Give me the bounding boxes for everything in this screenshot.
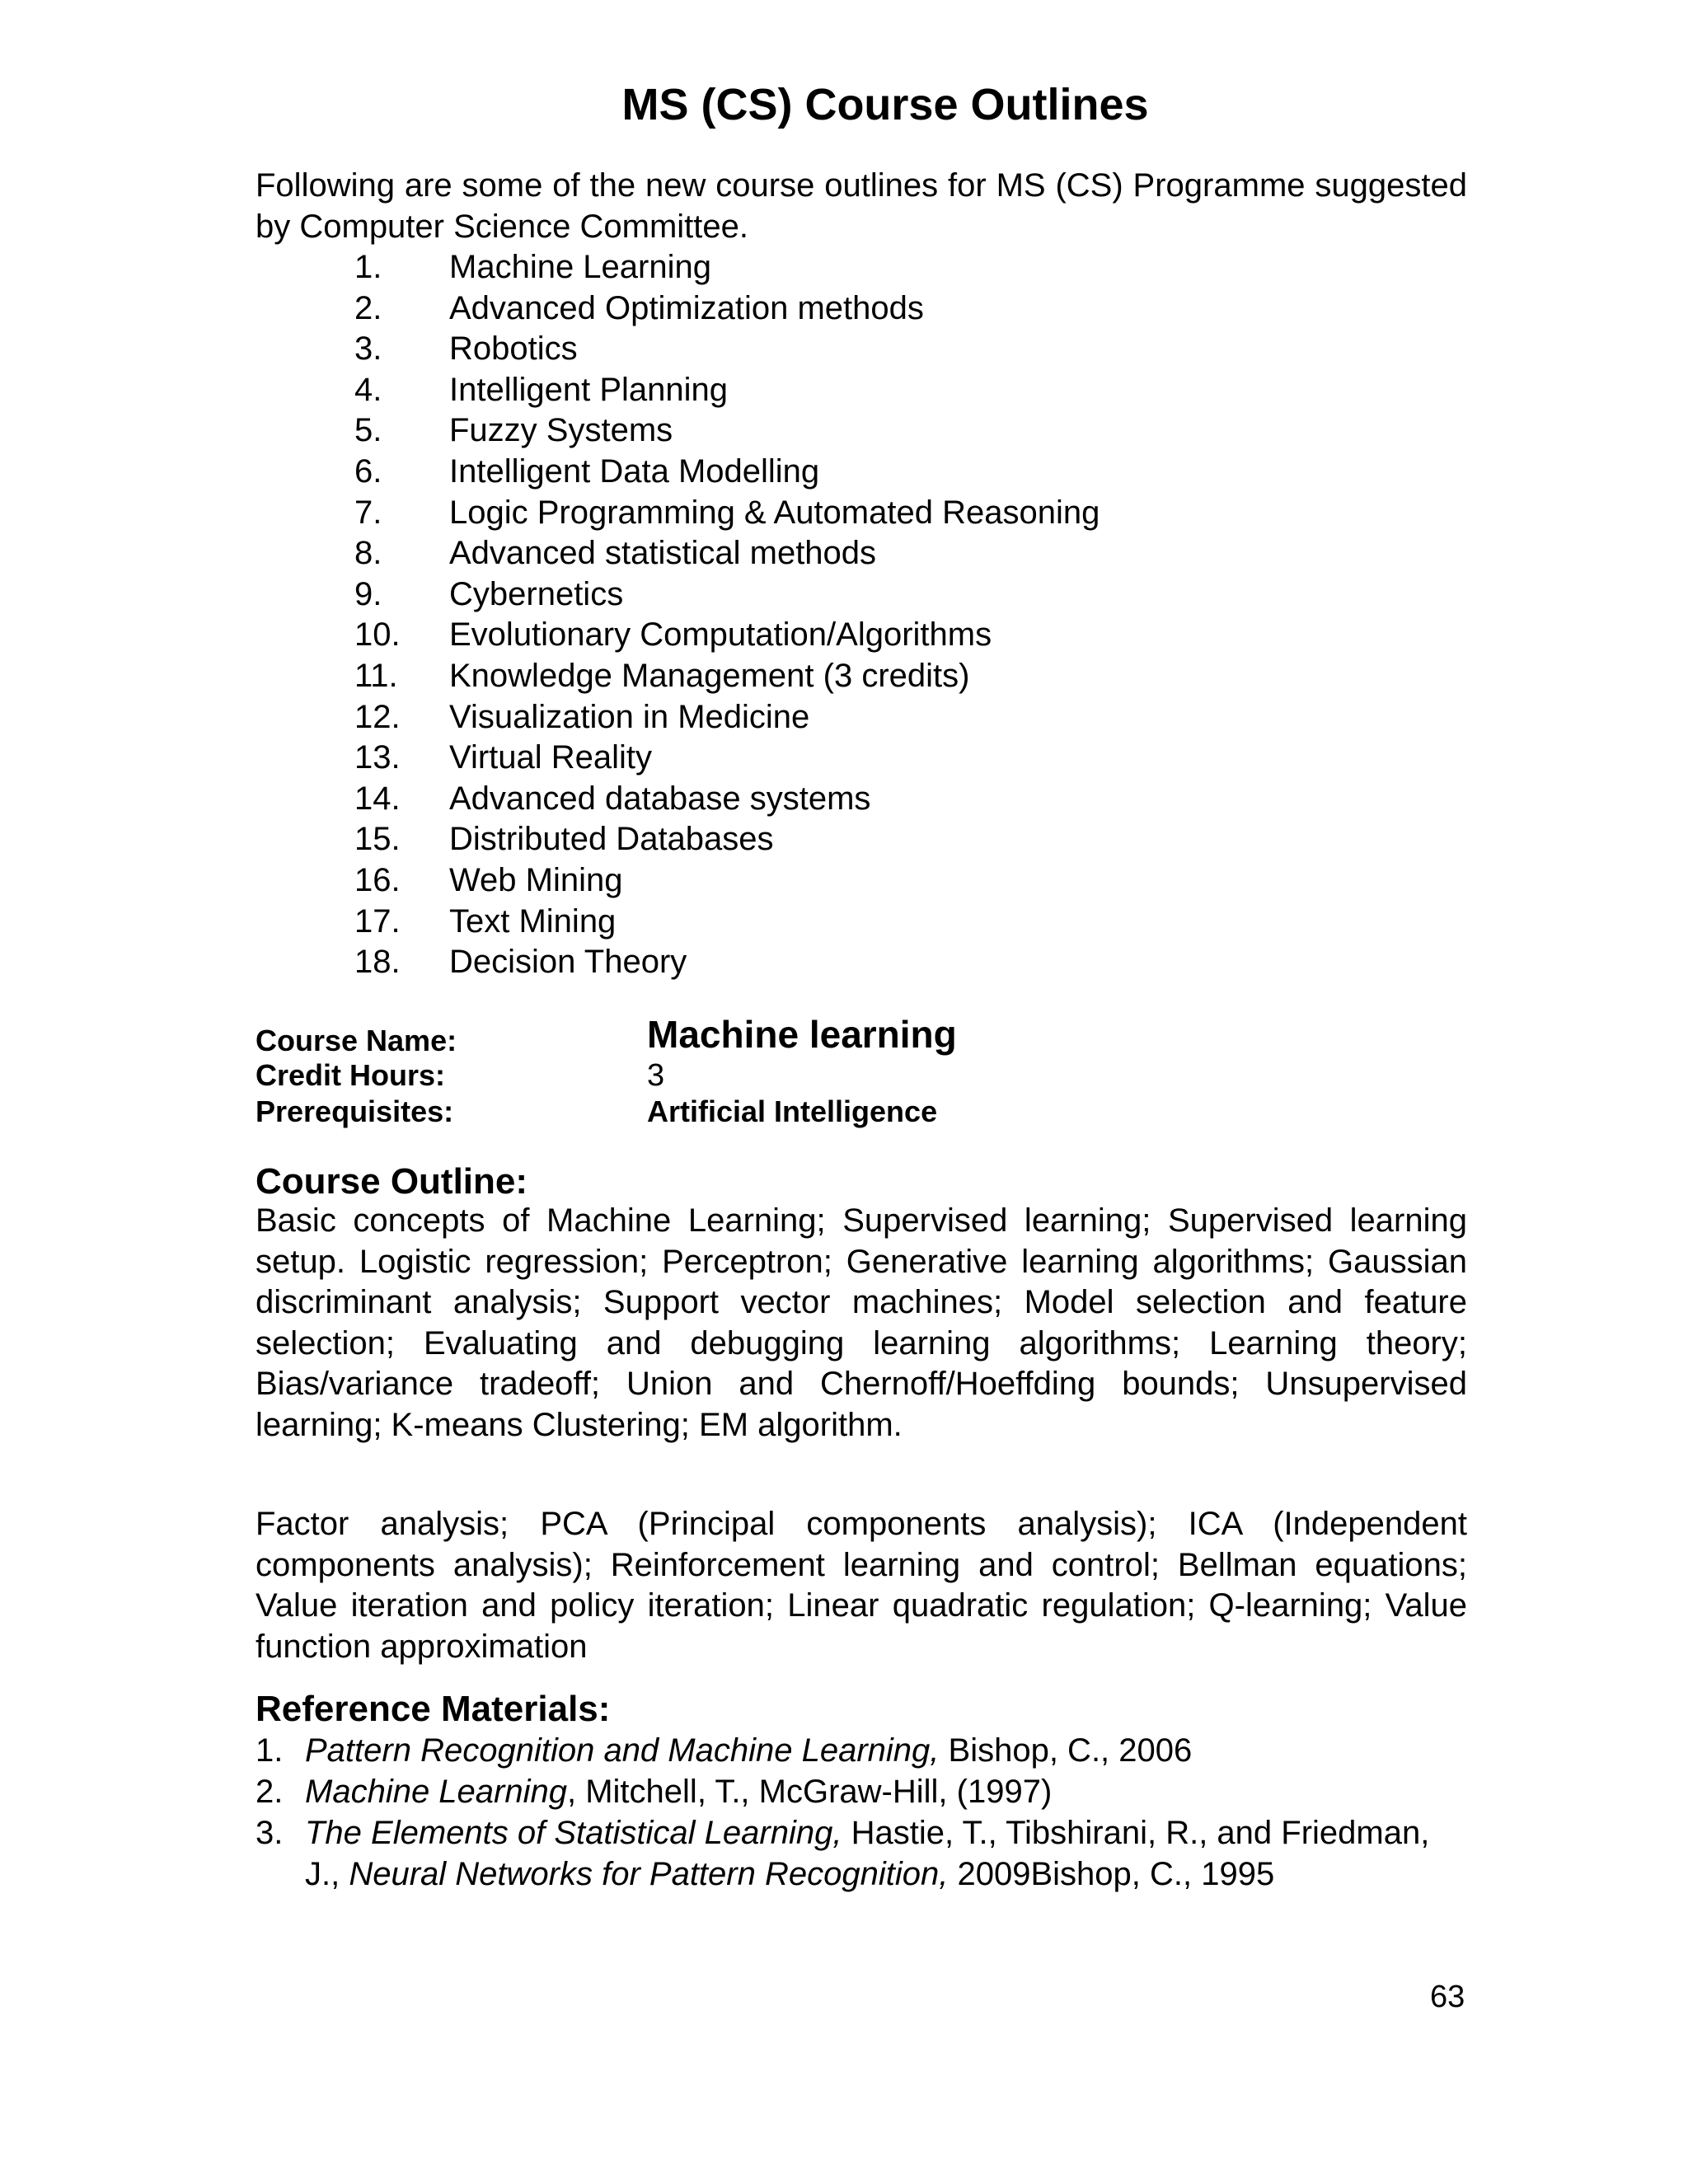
course-title: Web Mining [449, 861, 623, 898]
reference-number: 2. [256, 1774, 284, 1810]
course-number: 14. [354, 780, 401, 817]
course-list-item [354, 656, 1100, 697]
course-title: Decision Theory [449, 944, 687, 981]
course-title: Text Mining [449, 902, 617, 940]
reference-item [256, 1771, 1467, 1812]
course-list-item [354, 819, 1100, 860]
course-list-item [354, 329, 1100, 370]
course-outline-paragraph-2: Factor analysis; PCA (Principal components analysis); ICA (Independent components analysis); Reinforcement learning and control; Bellman equations; Value iteration and policy iteration; Linear quadratic regulation; Q-learning; Value function approximation [256, 1506, 1467, 1665]
course-number: 9. [354, 575, 382, 612]
course-title: Fuzzy Systems [449, 412, 673, 449]
reference-materials-heading: Reference Materials: [256, 1689, 611, 1729]
reference-item [256, 1730, 1467, 1771]
course-number: 5. [354, 412, 382, 449]
course-number: 15. [354, 821, 401, 858]
course-name-value: Machine learning [647, 1013, 957, 1056]
reference-details: Hastie, T., Tibshirani, R., and Friedman, J., [305, 1815, 1430, 1892]
course-title: Distributed Databases [449, 821, 774, 858]
course-title: Knowledge Management (3 credits) [449, 657, 970, 694]
course-title: Advanced Optimization methods [449, 289, 924, 326]
reference-title: The Elements of Statistical Learning, [305, 1815, 842, 1851]
credit-hours-value: 3 [647, 1058, 665, 1093]
prerequisites-label: Prerequisites: [256, 1094, 454, 1128]
course-list-item [354, 247, 1100, 288]
course-list-item [354, 574, 1100, 616]
course-title: Intelligent Data Modelling [449, 452, 820, 490]
page-number: 63 [1430, 1980, 1465, 2014]
reference-details-2: 2009Bishop, C., 1995 [948, 1856, 1275, 1892]
reference-item [256, 1812, 1467, 1895]
course-list-item [354, 493, 1100, 534]
course-number: 10. [354, 616, 401, 654]
course-title: Advanced statistical methods [449, 535, 877, 572]
course-list-item [354, 942, 1100, 983]
course-number: 18. [354, 944, 401, 981]
course-list-item [354, 288, 1100, 330]
course-list-item [354, 452, 1100, 493]
course-list-item [354, 410, 1100, 452]
reference-number: 3. [256, 1815, 284, 1851]
intro-paragraph: Following are some of the new course outlines for MS (CS) Programme suggested by Computer Science Committee. [256, 167, 1467, 245]
page-title: MS (CS) Course Outlines [621, 80, 1149, 129]
course-title: Intelligent Planning [449, 371, 729, 408]
credit-hours-label: Credit Hours: [256, 1058, 446, 1092]
course-name-label: Course Name: [256, 1024, 457, 1057]
course-list [354, 247, 1100, 983]
reference-title: Machine Learning [305, 1774, 567, 1810]
course-list-item [354, 697, 1100, 738]
reference-details: Bishop, C., 2006 [939, 1732, 1193, 1769]
course-number: 16. [354, 861, 401, 898]
course-number: 1. [354, 249, 382, 285]
course-list-item [354, 860, 1100, 902]
course-list-item [354, 779, 1100, 820]
course-list-item [354, 615, 1100, 656]
course-list-item [354, 902, 1100, 943]
course-number: 13. [354, 739, 401, 776]
course-number: 2. [354, 289, 382, 326]
course-outline-paragraph-1: Basic concepts of Machine Learning; Supervised learning; Supervised learning setup. Logistic regression; Perceptron; Generative learning algorithms; Gaussian discriminant analysis; Support vector machines; Model selection and feature selection; Evaluating and debugging learning algorithms; Learning theory; Bias/variance tradeoff; Union and Chernoff/Hoeffding bounds; Unsupervised learning; K-means Clustering; EM algorithm. [256, 1202, 1467, 1443]
reference-list [256, 1730, 1467, 1895]
course-number: 11. [354, 657, 398, 694]
course-title: Virtual Reality [449, 739, 653, 776]
course-title: Logic Programming & Automated Reasoning [449, 494, 1100, 531]
course-title: Cybernetics [449, 575, 624, 612]
course-outline-heading: Course Outline: [256, 1161, 528, 1202]
course-title: Visualization in Medicine [449, 698, 810, 735]
course-title: Machine Learning [449, 249, 711, 285]
course-number: 7. [354, 494, 382, 531]
course-list-item [354, 370, 1100, 411]
course-number: 6. [354, 452, 382, 490]
course-number: 17. [354, 902, 401, 940]
course-number: 8. [354, 535, 382, 572]
prerequisites-value: Artificial Intelligence [647, 1094, 938, 1128]
reference-details: , Mitchell, T., McGraw-Hill, (1997) [567, 1774, 1053, 1810]
course-list-item [354, 533, 1100, 574]
course-title: Advanced database systems [449, 780, 871, 817]
course-number: 12. [354, 698, 401, 735]
reference-number: 1. [256, 1732, 284, 1769]
course-number: 3. [354, 330, 382, 368]
course-title: Evolutionary Computation/Algorithms [449, 616, 992, 654]
course-number: 4. [354, 371, 382, 408]
course-title: Robotics [449, 330, 578, 368]
reference-title: Pattern Recognition and Machine Learning, [305, 1732, 940, 1769]
reference-title-2: Neural Networks for Pattern Recognition, [349, 1856, 949, 1892]
course-list-item [354, 738, 1100, 779]
